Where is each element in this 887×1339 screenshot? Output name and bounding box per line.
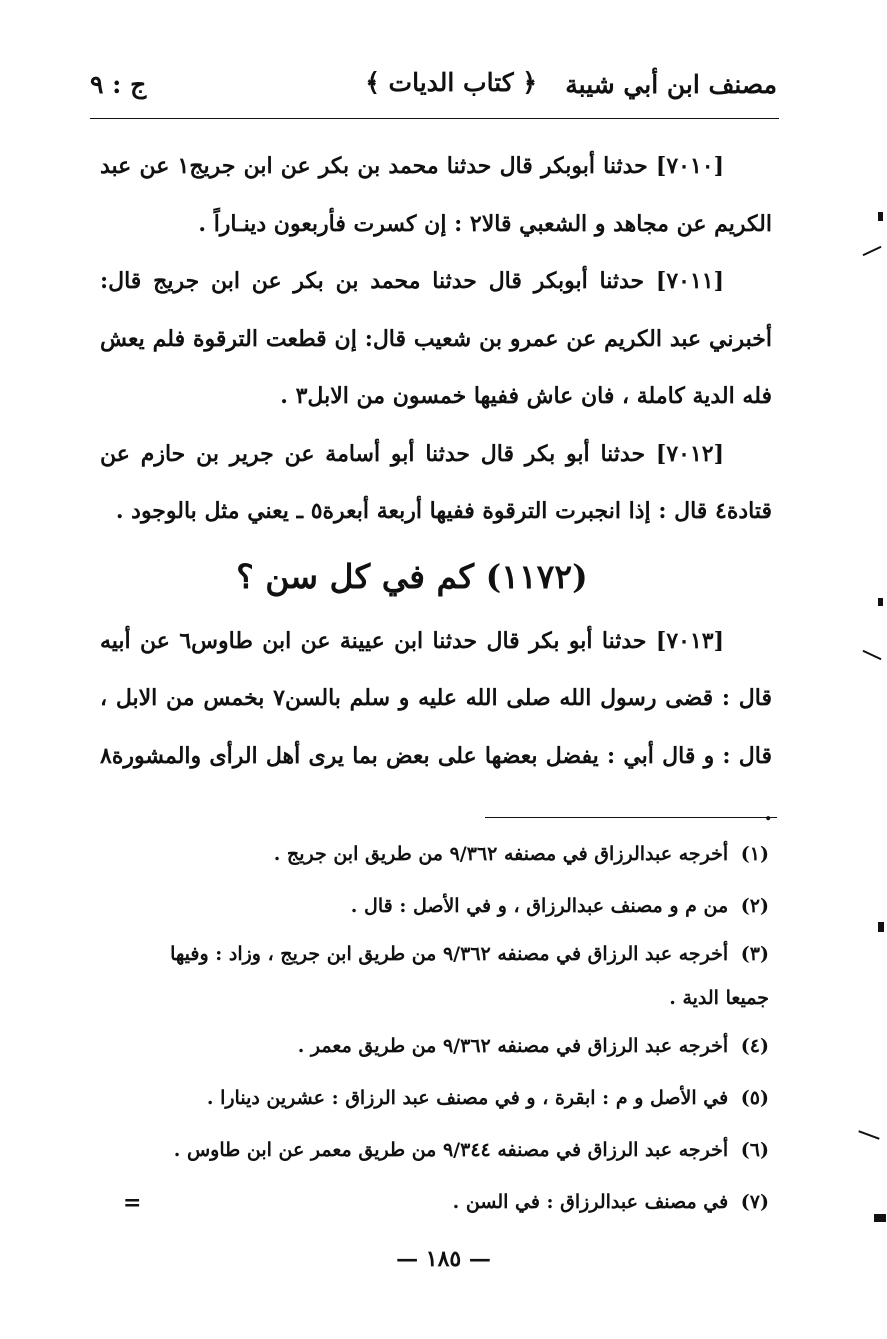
footnote-text: في الأصل و م : ابقرة ، و في مصنف عبد الرزاق : عشرين دينارا . <box>206 1087 729 1109</box>
footnote-5 <box>130 1072 769 1124</box>
footnote-1 <box>130 828 769 880</box>
running-header <box>90 62 777 118</box>
section-title: (١١٧٢) كم في كل سن ؟ <box>236 556 588 596</box>
main-text <box>100 138 772 843</box>
footnote-6 <box>130 1124 769 1176</box>
footnote-4 <box>130 1020 769 1072</box>
footnote-number: (٣) <box>740 943 769 965</box>
footnote-number: (٧) <box>740 1191 769 1213</box>
chapter-title: ﴿ كتاب الديات ﴾ <box>365 68 537 97</box>
footnote-number: (٢) <box>740 895 769 917</box>
footnotes <box>130 828 769 1228</box>
footnote-number: (٦) <box>740 1139 769 1161</box>
footnote-text: أخرجه عبد الرزاق في مصنفه ٩/٣٦٢ من طريق ابن جريج ، وزاد : وفيها جميعا الدية . <box>170 943 769 1009</box>
footnote-7 <box>130 1176 769 1228</box>
hadith-7013: [٧٠١٣] حدثنا أبو بكر قال حدثنا ابن عيينة عن ابن طاوس٦ عن أبيه قال : قضى رسول الله صلى الله عليه و سلم بالسن٧ بخمس من الابل ، قال : و قال أبي : يفضل بعضها على بعض بما يرى أهل الرأى والمشورة٨ . <box>100 627 772 826</box>
hadith-7012: [٧٠١٢] حدثنا أبو بكر قال حدثنا أبو أسامة عن جرير بن حازم عن قتادة٤ قال : إذا انجبرت الترقوة ففيها أربعة أبعرة٥ ـ يعني مثل بالوجود . <box>100 440 772 524</box>
footnote-text: أخرجه عبد الرزاق في مصنفه ٩/٣٤٤ من طريق معمر عن ابن طاوس . <box>173 1139 729 1161</box>
book-title: مصنف ابن أبي شيبة <box>565 70 777 99</box>
scan-mark <box>878 922 884 932</box>
header-rule <box>90 118 779 119</box>
hadith-7010: [٧٠١٠] حدثنا أبوبكر قال حدثنا محمد بن بكر عن ابن جريج١ عن عبد الكريم عن مجاهد و الشعبي قالا٢ : إن كسرت فأربعون دينـاراً . <box>100 153 772 237</box>
footnote-text: من م و مصنف عبدالرزاق ، و في الأصل : قال . <box>350 895 729 917</box>
footnote-number: (٥) <box>740 1087 769 1109</box>
footnote-3 <box>130 932 769 1020</box>
continuation-mark: = <box>123 1190 142 1216</box>
scan-mark <box>863 246 882 256</box>
footnote-number: (١) <box>740 843 769 865</box>
volume-number: ج : ٩ <box>90 70 147 99</box>
scan-mark <box>858 1130 879 1139</box>
scan-mark <box>863 650 882 660</box>
footnote-text: أخرجه عبدالرزاق في مصنفه ٩/٣٦٢ من طريق ابن جريج . <box>273 843 729 865</box>
footnote-rule <box>485 817 777 818</box>
scan-mark <box>874 1214 886 1222</box>
footnote-text: في مصنف عبدالرزاق : في السن . <box>452 1191 729 1213</box>
footnote-number: (٤) <box>740 1035 769 1057</box>
hadith-7011: [٧٠١١] حدثنا أبوبكر قال حدثنا محمد بن بكر عن ابن جريج قال: أخبرني عبد الكريم عن عمرو بن شعيب قال: إن قطعت الترقوة فلم يعش فله الدية كاملة ، فان عاش ففيها خمسون من الابل٣ . <box>100 268 772 409</box>
footnote-text: أخرجه عبد الرزاق في مصنفه ٩/٣٦٢ من طريق معمر . <box>297 1035 729 1057</box>
scan-mark <box>878 598 883 606</box>
page-number: — ١٨٥ — <box>396 1246 491 1272</box>
scan-mark <box>878 212 883 221</box>
footnote-2 <box>130 880 769 932</box>
